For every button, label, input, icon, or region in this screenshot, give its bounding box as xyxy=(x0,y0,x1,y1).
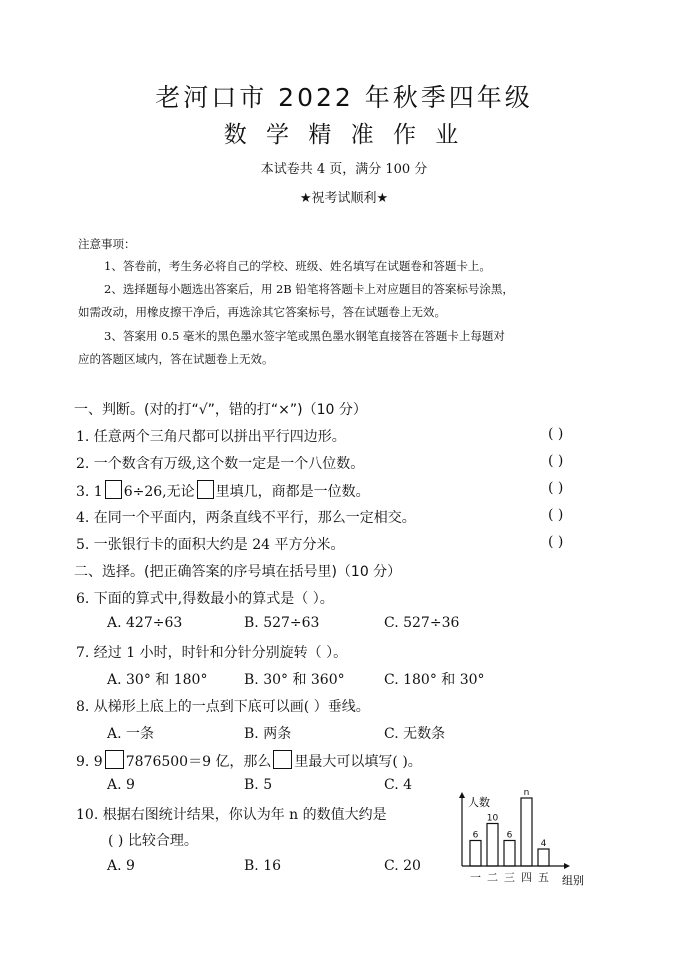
q8-option-c: C. 无数条 xyxy=(384,726,446,742)
question-3-part-a: 3. 1 xyxy=(76,484,103,500)
question-2: 2. 一个数含有万级,这个数一定是一个八位数。 xyxy=(76,456,365,472)
chart-data-label: 6 xyxy=(472,830,479,841)
notes-line-3: 如需改动，用橡皮擦干净后，再选涂其它答案标号，答在试题卷上无效。 xyxy=(78,305,446,319)
question-5: 5. 一张银行卡的面积大约是 24 平方分米。 xyxy=(76,537,345,553)
question-4: 4. 在同一个平面内，两条直线不平行，那么一定相交。 xyxy=(76,510,416,526)
q9-option-a: A. 9 xyxy=(107,777,135,793)
question-8: 8. 从梯形上底上的一点到下底可以画( ）垂线。 xyxy=(76,699,370,715)
notes-line-4: 3、答案用 0.5 毫米的黑色墨水签字笔或黑色墨水钢笔直接答在答题卡上每题对 xyxy=(104,329,505,343)
notes-heading: 注意事项： xyxy=(78,237,136,251)
question-10-line-2: ( ) 比较合理。 xyxy=(108,833,198,849)
chart-y-axis-arrow xyxy=(459,792,465,798)
chart-bar xyxy=(521,798,532,866)
q7-option-a: A. 30° 和 180° xyxy=(107,672,208,688)
q7-option-c: C. 180° 和 30° xyxy=(384,672,485,688)
q10-option-a: A. 9 xyxy=(107,858,135,874)
group-bar-chart xyxy=(446,786,594,886)
blank-box[interactable] xyxy=(105,750,124,769)
question-3-part-c: 里填几，商都是一位数。 xyxy=(215,484,370,500)
answer-paren-5[interactable]: ( ) xyxy=(548,534,564,550)
question-7: 7. 经过 1 小时，时针和分针分别旋转（ ）。 xyxy=(76,645,348,661)
chart-bar xyxy=(470,841,481,867)
chart-category-label: 五 xyxy=(538,871,549,884)
answer-paren-1[interactable]: ( ) xyxy=(548,426,564,442)
exam-wish: ★祝考试顺利★ xyxy=(299,191,389,206)
chart-bar xyxy=(538,849,549,866)
blank-box[interactable] xyxy=(273,750,292,769)
question-9-part-a: 9. 9 xyxy=(76,754,103,770)
q8-option-b: B. 两条 xyxy=(244,726,292,742)
answer-paren-4[interactable]: ( ) xyxy=(548,507,564,523)
chart-data-label: 6 xyxy=(506,830,513,841)
chart-bar xyxy=(487,824,498,867)
chart-data-label: 10 xyxy=(486,813,499,824)
q10-option-b: B. 16 xyxy=(244,858,282,874)
question-10: 10. 根据右图统计结果，你认为年 n 的数值大约是 xyxy=(76,807,387,823)
chart-bar xyxy=(504,841,515,867)
question-3-part-b: 6÷26,无论 xyxy=(123,484,195,500)
chart-category-label: 一 xyxy=(470,871,481,884)
q7-option-b: B. 30° 和 360° xyxy=(244,672,345,688)
section-1-title: 一、判断。(对的打“√”，错的打“×”)（10 分） xyxy=(74,402,367,418)
chart-data-label: 4 xyxy=(540,839,547,849)
exam-title: 老河口市 2022 年秋季四年级 xyxy=(155,83,533,112)
section-2-title: 二、选择。(把正确答案的序号填在括号里)（10 分） xyxy=(74,564,402,580)
chart-data-label: n xyxy=(523,788,530,798)
question-6: 6. 下面的算式中,得数最小的算式是（ ）。 xyxy=(76,591,334,607)
q6-option-a: A. 427÷63 xyxy=(107,615,183,631)
q8-option-a: A. 一条 xyxy=(107,726,155,742)
chart-y-axis-label: 人数 xyxy=(468,796,490,809)
chart-category-label: 四 xyxy=(521,871,532,884)
question-1: 1. 任意两个三角尺都可以拼出平行四边形。 xyxy=(76,429,346,445)
chart-x-axis-arrow xyxy=(564,863,570,869)
exam-subtitle: 数 学 精 准 作 业 xyxy=(223,122,465,148)
chart-x-axis-label: 组别 xyxy=(562,874,584,886)
q9-option-b: B. 5 xyxy=(244,777,273,793)
q6-option-c: C. 527÷36 xyxy=(384,615,460,631)
q6-option-b: B. 527÷63 xyxy=(244,615,320,631)
q10-option-c: C. 20 xyxy=(384,858,421,874)
exam-info: 本试卷共 4 页，满分 100 分 xyxy=(260,162,428,177)
notes-line-2: 2、选择题每小题选出答案后，用 2B 铅笔将答题卡上对应题目的答案标号涂黑， xyxy=(104,282,514,296)
chart-category-label: 三 xyxy=(504,871,515,884)
question-3 xyxy=(76,480,370,501)
notes-line-5: 应的答题区域内，答在试题卷上无效。 xyxy=(78,352,274,366)
blank-box[interactable] xyxy=(197,480,214,499)
question-9 xyxy=(76,750,422,771)
question-9-part-b: 7876500＝9 亿，那么 xyxy=(125,754,272,770)
question-9-part-c: 里最大可以填写( )。 xyxy=(294,754,422,770)
answer-paren-3[interactable]: ( ) xyxy=(548,480,564,496)
chart-category-label: 二 xyxy=(487,871,498,884)
blank-box[interactable] xyxy=(105,480,122,499)
answer-paren-2[interactable]: ( ) xyxy=(548,453,564,469)
q9-option-c: C. 4 xyxy=(384,777,413,793)
notes-line-1: 1、答卷前，考生务必将自己的学校、班级、姓名填写在试题卷和答题卡上。 xyxy=(104,259,491,273)
